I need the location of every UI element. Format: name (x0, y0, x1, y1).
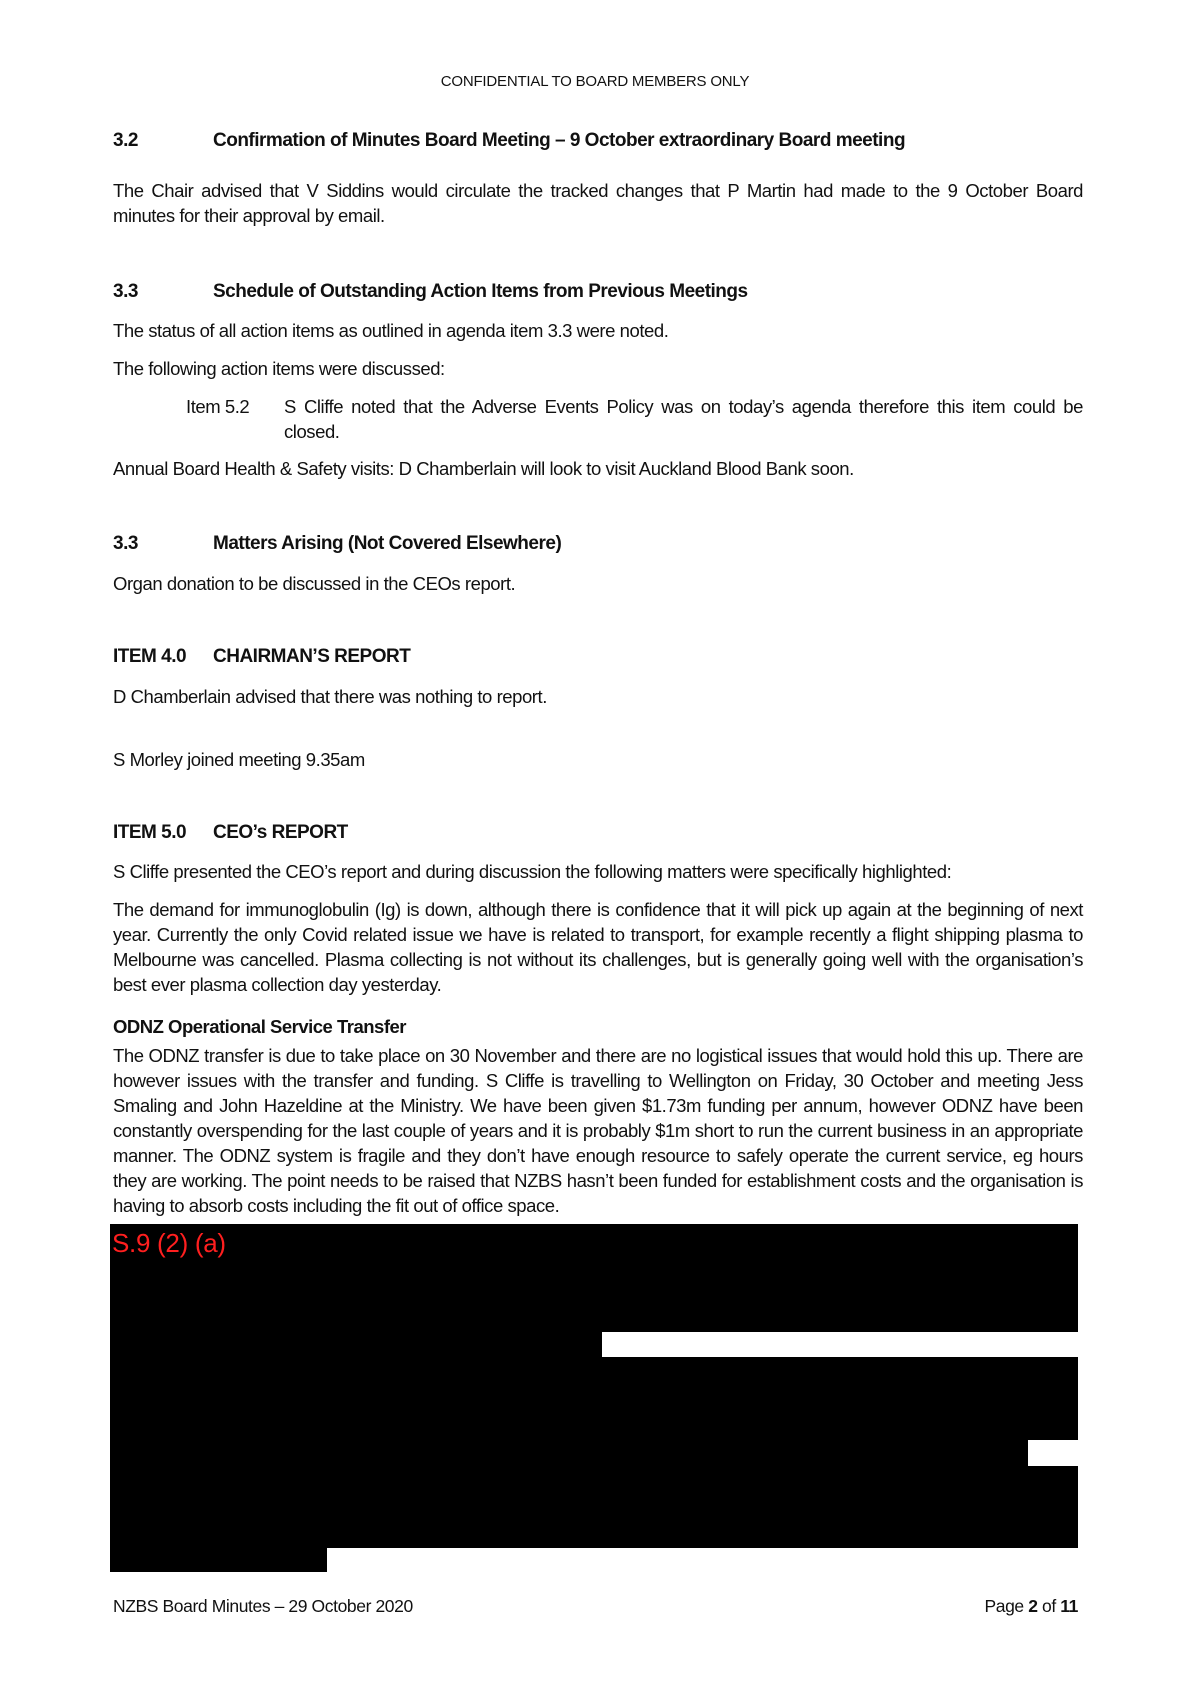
item-4-number: ITEM 4.0 (113, 646, 187, 667)
section-3-2-title: Confirmation of Minutes Board Meeting – 9 October extraordinary Board meeting (213, 130, 906, 151)
section-matters-number: 3.3 (113, 533, 138, 554)
action-item-text: S Cliffe noted that the Adverse Events Policy was on today’s agenda therefore this item could be closed. (284, 396, 1083, 442)
section-3-2-body: The Chair advised that V Siddins would circulate the tracked changes that P Martin had made to the 9 October Board minutes for their approval by email. (113, 180, 1083, 226)
page-total: 11 (1060, 1596, 1078, 1616)
item-5-title: CEO’s REPORT (213, 822, 348, 843)
item-4-body: D Chamberlain advised that there was nothing to report. (113, 686, 547, 707)
section-matters-title: Matters Arising (Not Covered Elsewhere) (213, 533, 562, 554)
section-3-3-title: Schedule of Outstanding Action Items from Previous Meetings (213, 281, 748, 302)
redaction-label: S.9 (2) (a) (112, 1228, 226, 1258)
odnz-transfer-paragraph: The ODNZ transfer is due to take place on 30 November and there are no logistical issues that would hold this up. There are however issues with the transfer and funding. S Cliffe is travelling to Wellington on Friday, 30 October and meeting Jess Smaling and John Hazeldine at the Ministry. We have been given $1.73m funding per annum, however ODNZ have been constantly overspending for the last couple of years and it is probably $1m short to run the current business in an appropriate manner. The ODNZ system is fragile and they don’t have enough resource to safely operate the current service, eg hours they are working. The point needs to be raised that NZBS hasn’t been funded for establishment costs and the organisation is having to absorb costs including the fit out of office space. (113, 1045, 1083, 1216)
section-3-3-discussed: The following action items were discussed: (113, 358, 445, 379)
footer-page-number (984, 1596, 1078, 1617)
confidential-header: CONFIDENTIAL TO BOARD MEMBERS ONLY (440, 73, 750, 90)
item-5-intro: S Cliffe presented the CEO’s report and during discussion the following matters were specifically highlighted: (113, 861, 952, 882)
page-separator: of (1037, 1596, 1061, 1616)
section-3-2-number: 3.2 (113, 130, 138, 151)
item-4-note: S Morley joined meeting 9.35am (113, 749, 365, 770)
item-4-title: CHAIRMAN’S REPORT (213, 646, 411, 667)
odnz-subheading: ODNZ Operational Service Transfer (113, 1016, 406, 1037)
action-item-label: Item 5.2 (186, 396, 250, 417)
page-current: 2 (1028, 1596, 1038, 1616)
item-5-number: ITEM 5.0 (113, 822, 187, 843)
footer-document-title: NZBS Board Minutes – 29 October 2020 (113, 1596, 413, 1616)
section-3-3-status: The status of all action items as outlined in agenda item 3.3 were noted. (113, 320, 669, 341)
section-matters-body: Organ donation to be discussed in the CEOs report. (113, 573, 516, 594)
health-safety-visits: Annual Board Health & Safety visits: D Chamberlain will look to visit Auckland Blood Bank soon. (113, 458, 854, 479)
item-5-immunoglobulin-paragraph: The demand for immunoglobulin (Ig) is down, although there is confidence that it will pick up again at the beginning of next year. Currently the only Covid related issue we have is related to transport, for example recently a flight shipping plasma to Melbourne was cancelled. Plasma collecting is not without its challenges, but is generally going well with the organisation’s best ever plasma collection day yesterday. (113, 899, 1083, 995)
section-3-3-number: 3.3 (113, 281, 138, 302)
page-prefix: Page (984, 1596, 1029, 1616)
